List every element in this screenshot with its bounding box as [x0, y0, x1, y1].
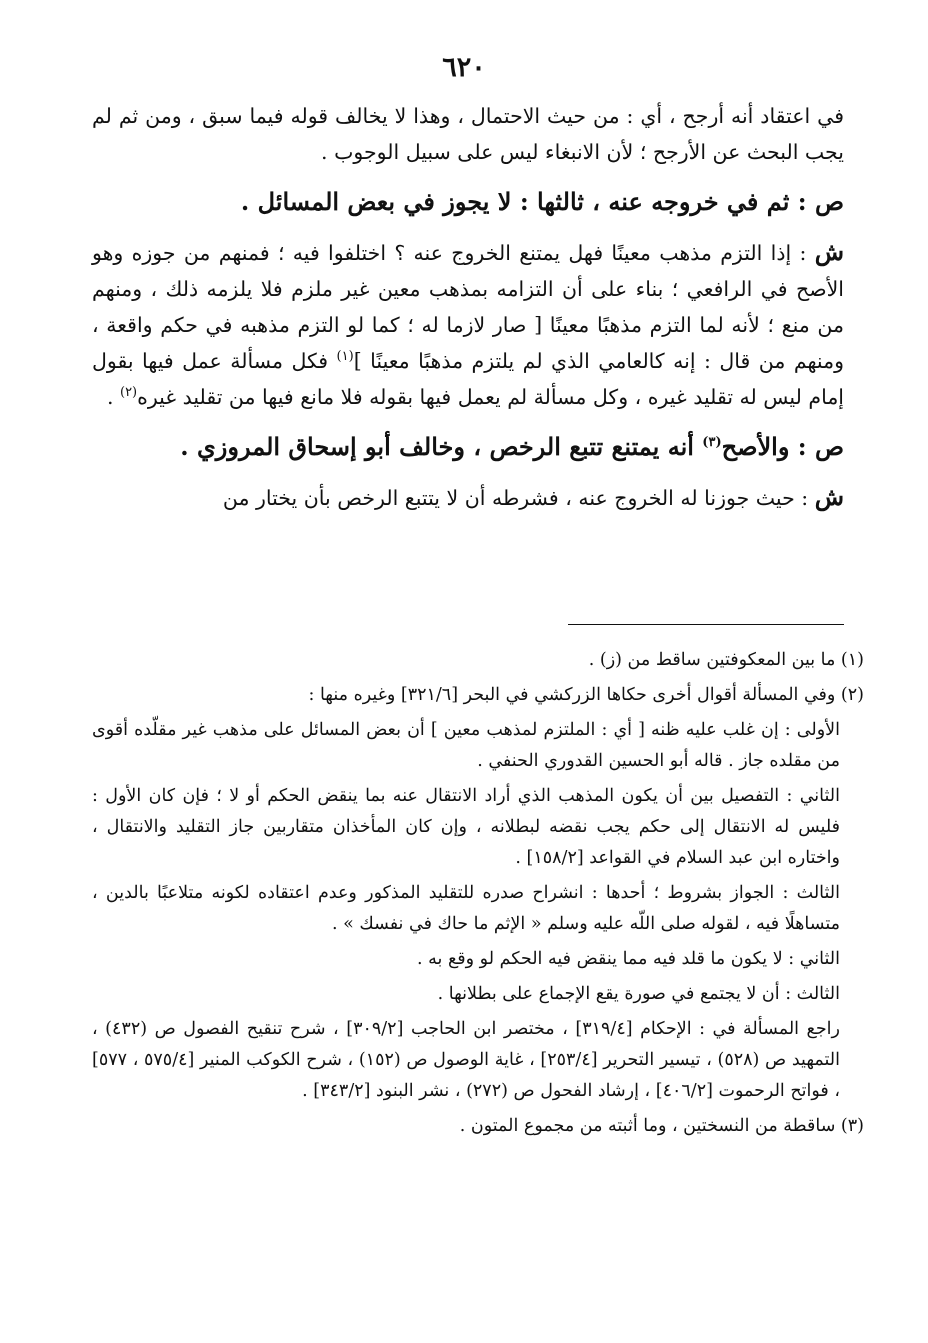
- matn-2-text-b: أنه يمتنع تتبع الرخص ، وخالف أبو إسحاق المروزي .: [180, 432, 703, 461]
- paragraph-2-text-a: : إذا التزم مذهب معينًا فهل يمتنع الخروج عنه ؟ اختلفوا فيه ؛ فمنهم من جوزه وهو الأصح في الرافعي ؛ بناء على أن التزامه بمذهب معين غير ملزم فلا يلزمه ذلك ، ومنهم من منع ؛ لأنه لما التزم مذهبًا معينًا [ صار لازما له ؛ كما لو التزم مذهبه في حكم واقعة ، ومنهم من قال : إنه كالعامي الذي لم يلتزم مذهبًا معينًا ]: [92, 241, 844, 373]
- sharh-marker: ش: [814, 482, 844, 511]
- paragraph-2: [92, 234, 844, 415]
- footnote-divider: [568, 624, 844, 625]
- footnote-2-head: (٢) وفي المسألة أقوال أخرى حكاها الزركشي في البحر [٣٢١/٦] وغيره منها :: [308, 685, 864, 705]
- sharh-marker: ش: [814, 237, 844, 266]
- paragraph-2-text-c: .: [106, 385, 120, 409]
- footnote-ref-1[interactable]: (١): [336, 349, 354, 365]
- main-text: [92, 98, 844, 516]
- footnote-1: (١) ما بين المعكوفتين ساقط من (ز) .: [588, 650, 864, 670]
- paragraph-3: [92, 479, 844, 516]
- matn-2-text-a: ص : والأصح: [721, 432, 844, 461]
- footnote-2-opinion-first: الأولى : إن غلب عليه ظنه [ أي : الملتزم لمذهب معين ] أن بعض المسائل على مذهب غير مقلّده أقوى من مقلده جاز . قاله أبو الحسين القدوري الحنفي .: [92, 720, 840, 771]
- footnote-2-condition-second: الثاني : لا يكون ما قلد فيه مما ينقض فيه الحكم لو وقع به .: [417, 949, 840, 969]
- paragraph-3-text: : حيث جوزنا له الخروج عنه ، فشرطه أن لا يتتبع الرخص بأن يختار من: [222, 486, 815, 510]
- paragraph-2-text-b: فكل مسألة عمل فيها بقول إمام ليس له تقليد غيره ، وكل مسألة لم يعمل فيها بقوله فلا مانع فيها من تقليد غيره: [92, 349, 844, 409]
- matn-statement-1: ص : ثم في خروجه عنه ، ثالثها : لا يجوز في بعض المسائل .: [240, 187, 844, 216]
- footnote-ref-2[interactable]: (٢): [119, 385, 138, 401]
- matn-statement-2: [92, 425, 844, 469]
- footnote-ref-3[interactable]: (٣): [702, 435, 722, 450]
- footnote-3: (٣) ساقطة من النسختين ، وما أثبته من مجموع المتون .: [459, 1116, 864, 1136]
- footnote-2-references: راجع المسألة في : الإحكام [٣١٩/٤] ، مختصر ابن الحاجب [٣٠٩/٢] ، شرح تنقيح الفصول ص (٤٣٢) ، التمهيد ص (٥٢٨) ، تيسير التحرير [٢٥٣/٤] ، غاية الوصول ص (١٥٢) ، شرح الكوكب المنير [٥٧٥/٤ ، ٥٧٧] ، فواتح الرحموت [٤٠٦/٢] ، إرشاد الفحول ص (٢٧٢) ، نشر البنود [٣٤٣/٢] .: [92, 1019, 840, 1101]
- footnote-2-opinion-third: الثالث : الجواز بشروط ؛ أحدها : انشراح صدره للتقليد المذكور وعدم اعتقاده لكونه متلاعبًا بالدين ، متساهلًا فيه ، لقوله صلى اللّه عليه وسلم « الإثم ما حاك في نفسك » .: [92, 883, 840, 934]
- footnotes: [92, 645, 864, 1146]
- footnote-2-opinion-second: الثاني : التفصيل بين أن يكون المذهب الذي أراد الانتقال عنه بما ينقض الحكم أو لا ؛ فإن كان الأول : فليس له الانتقال إلى حكم يجب نقضه لبطلانه ، وإن كان المأخذان متقاربين جاز التقليد والانتقال ، واختاره ابن عبد السلام في القواعد [١٥٨/٢] .: [92, 786, 840, 868]
- page-number: ٦٢٠: [442, 52, 486, 83]
- paragraph-1: في اعتقاد أنه أرجح ، أي : من حيث الاحتمال ، وهذا لا يخالف قوله فيما سبق ، ومن ثم لم يجب البحث عن الأرجح ؛ لأن الانبغاء ليس على سبيل الوجوب .: [92, 104, 844, 164]
- footnote-2-condition-third: الثالث : أن لا يجتمع في صورة يقع الإجماع على بطلانها .: [437, 984, 840, 1004]
